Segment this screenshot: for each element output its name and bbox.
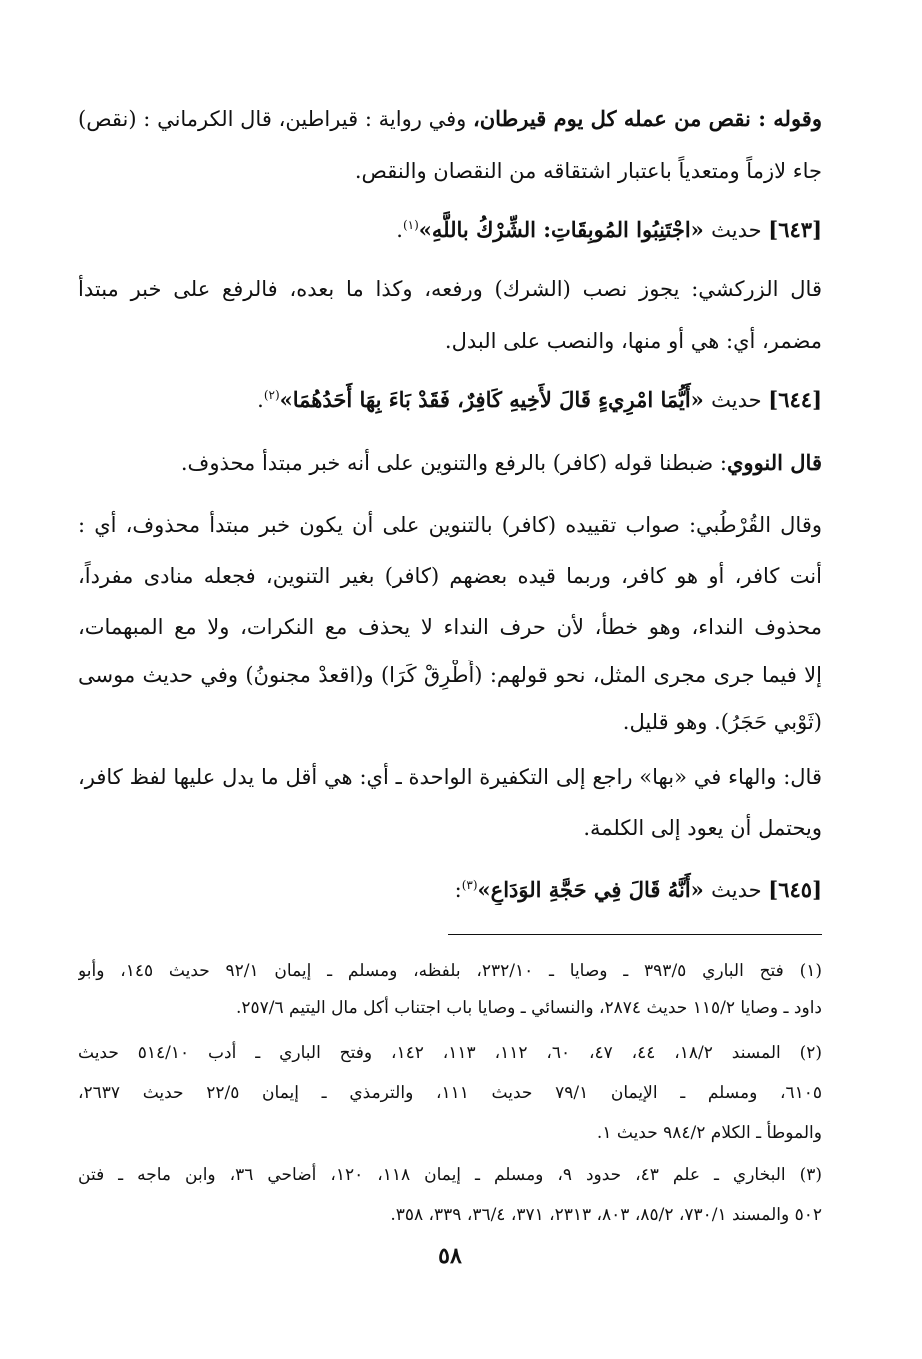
- paragraph-line: [78, 104, 822, 134]
- footnote-line: (١) فتح الباري ٣٩٣/٥ ـ وصايا ـ ٢٣٢/١٠، بلفظه، ومسلم ـ إيمان ٩٢/١ حديث ١٤٥، وأبو: [78, 961, 822, 981]
- paragraph-line: قال: والهاء في «بها» راجع إلى التكفيرة الواحدة ـ أي: هي أقل ما يدل عليها لفظ كافر،: [78, 765, 822, 789]
- book-page: [78, 0, 822, 1359]
- footnote-line: ٦١٠٥، ومسلم ـ الإيمان ٧٩/١ حديث ١١١، والترمذي ـ إيمان ٢٢/٥ حديث ٢٦٣٧،: [78, 1083, 822, 1103]
- hadith-quote: «أَيُّمَا امْرِيءٍ قَالَ لأَخِيهِ كَافِرٌ، فَقَدْ بَاءَ بِهَا أَحَدُهُمَا»: [279, 387, 712, 412]
- paragraph-line: وقال القُرْطُبي: صواب تقييده (كافر) بالتنوين على أن يكون خبر مبتدأ محذوف، أي :: [78, 513, 822, 537]
- hadith-quote: «أَنَّهُ قَالَ فِي حَجَّةِ الوَدَاعِ»: [477, 877, 712, 902]
- footnote-line: ٥٠٢ والمسند ٧٣٠/١، ٨٥/٢، ٨٠٣، ٢٣١٣، ٣٧١، ٣٦/٤، ٣٣٩، ٣٥٨.: [390, 1205, 822, 1225]
- footnote-line: (٢) المسند ١٨/٢، ٤٤، ٤٧، ٦٠، ١١٢، ١١٣، ١٤٢، وفتح الباري ـ أدب ٥١٤/١٠ حديث: [78, 1043, 822, 1063]
- paragraph-line: (ثَوْبي حَجَرُ). وهو قليل.: [622, 710, 822, 734]
- punctuation: .: [396, 218, 403, 242]
- footnote-ref: (٢): [263, 388, 280, 402]
- footnote-ref: (٣): [461, 878, 478, 892]
- page-number: ٥٨: [438, 1243, 462, 1269]
- paragraph-line: أنت كافر، أو هو كافر، وربما قيده بعضهم (كافر) بغير التنوين، فجعله منادى مفرداً،: [78, 564, 822, 588]
- footnote-separator: [448, 934, 822, 935]
- paragraph-line: ويحتمل أن يعود إلى الكلمة.: [583, 816, 822, 840]
- hadith-quote: «اجْتَنِبُوا المُوبِقَاتِ: الشِّرْكُ باللَّهِ»: [418, 217, 712, 242]
- quoted-phrase: نقص من عمله كل يوم قيرطان،: [472, 106, 759, 131]
- punctuation: .: [257, 388, 264, 412]
- paragraph-line: إلا فيما جرى مجرى المثل، نحو قولهم: (أَطْرِقْ كَرَا) و(اقعدْ مجنونُ) وفي حديث موسى: [78, 663, 822, 687]
- hadith-prefix: حديث: [711, 878, 769, 902]
- punctuation: :: [454, 878, 462, 902]
- hadith-prefix: حديث: [711, 218, 769, 242]
- scholar-name: قال النووي: [726, 450, 822, 475]
- paragraph-line: مضمر، أي: هي أو منها، والنصب على البدل.: [444, 329, 822, 353]
- hadith-heading-643: [78, 210, 822, 245]
- paragraph-line: [78, 448, 822, 478]
- hadith-prefix: حديث: [711, 388, 769, 412]
- hadith-number: [٦٤٤]: [768, 387, 822, 412]
- footnote-line: والموطأ ـ الكلام ٩٨٤/٢ حديث ١.: [596, 1123, 822, 1143]
- footnote-line: (٣) البخاري ـ علم ٤٣، حدود ٩، ومسلم ـ إيمان ١١٨، ١٢٠، أضاحي ٣٦، وابن ماجه ـ فتن: [78, 1165, 822, 1185]
- footnote-line: داود ـ وصايا ١١٥/٢ حديث ٢٨٧٤، والنسائي ـ وصايا باب اجتناب أكل مال اليتيم ٢٥٧/٦.: [235, 998, 822, 1018]
- paragraph-line: جاء لازماً ومتعدياً باعتبار اشتقاقه من النقصان والنقص.: [354, 159, 822, 183]
- paragraph-line: محذوف النداء، وهو خطأ، لأن حرف النداء لا يحذف مع النكرات، ولا مع المبهمات،: [78, 615, 822, 639]
- hadith-number: [٦٤٣]: [768, 217, 822, 242]
- paragraph-line: قال الزركشي: يجوز نصب (الشرك) ورفعه، وكذا ما بعده، فالرفع على خبر مبتدأ: [78, 277, 822, 301]
- footnote-ref: (١): [402, 218, 419, 232]
- line-text: : ضبطنا قوله (كافر) بالرفع والتنوين على أنه خبر مبتدأ محذوف.: [180, 451, 727, 475]
- hadith-number: [٦٤٥]: [768, 877, 822, 902]
- line-text: وفي رواية : قيراطين، قال الكرماني : (نقص): [78, 107, 473, 131]
- hadith-heading-644: [78, 380, 822, 415]
- lead-word: وقوله :: [758, 106, 822, 131]
- hadith-heading-645: [78, 870, 822, 905]
